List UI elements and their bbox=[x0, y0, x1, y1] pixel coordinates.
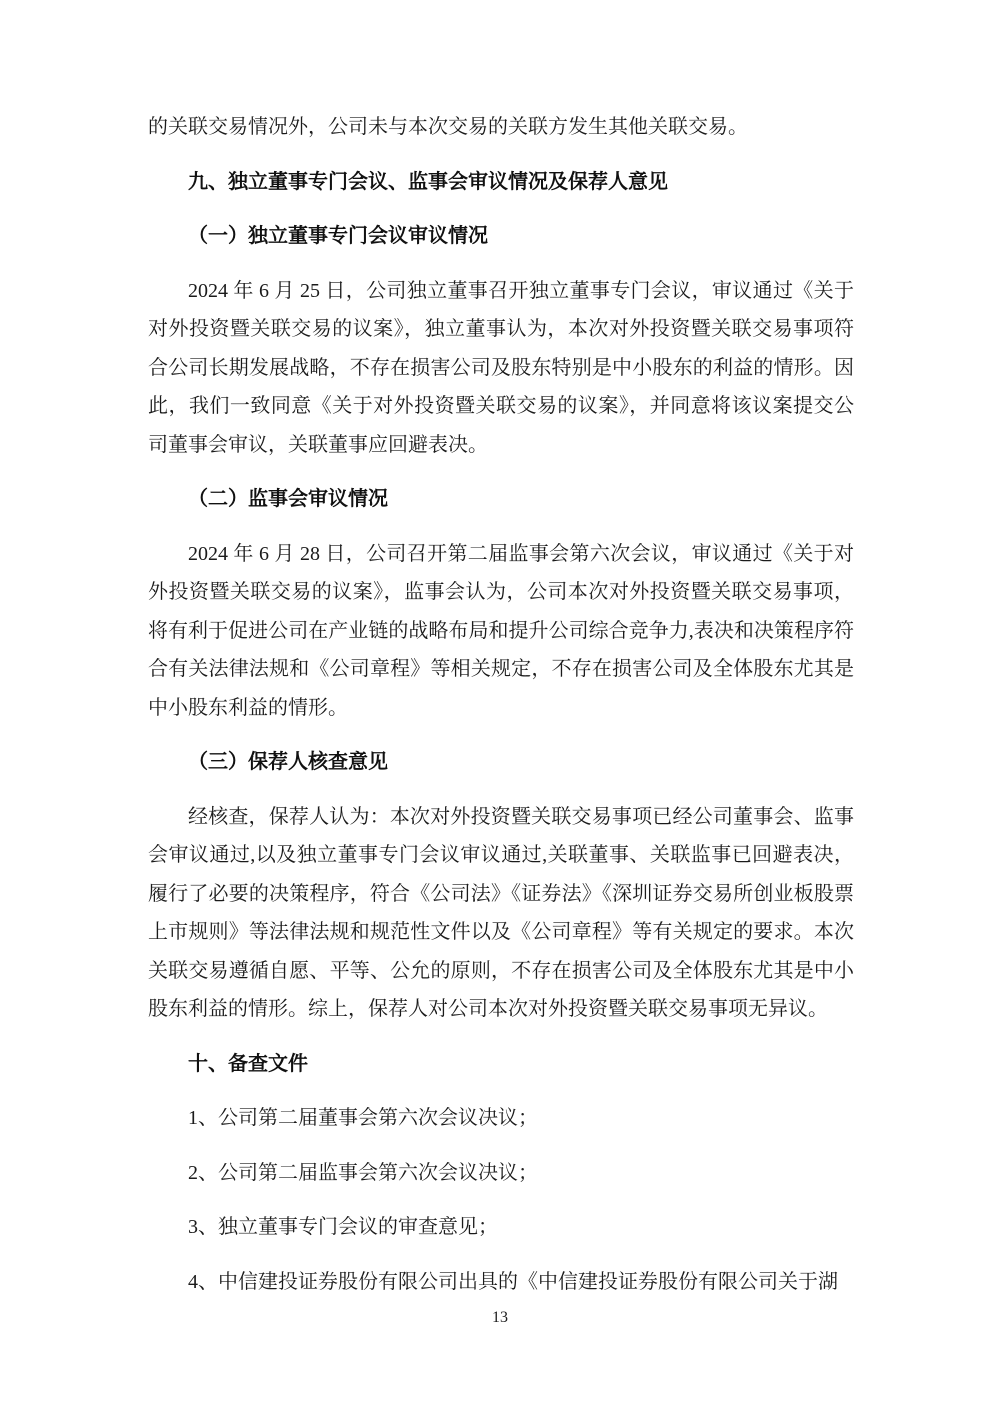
section-9-3-heading: （三）保荐人核查意见 bbox=[188, 751, 388, 773]
section-9-1-heading: （一）独立董事专门会议审议情况 bbox=[188, 225, 488, 247]
document-list-item: 1、公司第二届董事会第六次会议决议； bbox=[188, 1107, 538, 1129]
page-content bbox=[148, 108, 854, 1301]
section-9-heading: 九、独立董事专门会议、监事会审议情况及保荐人意见 bbox=[188, 170, 668, 193]
document-list-item: 2、公司第二届监事会第六次会议决议； bbox=[188, 1161, 538, 1184]
paragraph-continuation: 的关联交易情况外，公司未与本次交易的关联方发生其他关联交易。 bbox=[148, 116, 748, 138]
section-9-2-paragraph: 2024 年 6 月 28 日，公司召开第二届监事会第六次会议，审议通过《关于对外投资暨关联交易的议案》，监事会认为，公司本次对外投资暨关联交易事项，将有利于促进公司在产业链的战略布局和提升公司综合竞争力,表决和决策程序符合有关法律法规和《公司章程》等相关规定，不存在损害公司及全体股东尤其是中小股东利益的情形。 bbox=[148, 542, 854, 719]
section-9-3-paragraph: 经核查，保荐人认为：本次对外投资暨关联交易事项已经公司董事会、监事会审议通过,以及独立董事专门会议审议通过,关联董事、关联监事已回避表决，履行了必要的决策程序，符合《公司法》《证券法》《深圳证券交易所创业板股票上市规则》等法律法规和规范性文件以及《公司章程》等有关规定的要求。本次关联交易遵循自愿、平等、公允的原则，不存在损害公司及全体股东尤其是中小股东利益的情形。综上，保荐人对公司本次对外投资暨关联交易事项无异议。 bbox=[148, 805, 854, 1020]
section-9-1-paragraph: 2024 年 6 月 25 日，公司独立董事召开独立董事专门会议，审议通过《关于对外投资暨关联交易的议案》，独立董事认为，本次对外投资暨关联交易事项符合公司长期发展战略，不存在损害公司及股东特别是中小股东的利益的情形。因此，我们一致同意《关于对外投资暨关联交易的议案》，并同意将该议案提交公司董事会审议，关联董事应回避表决。 bbox=[148, 279, 854, 456]
document-list-item: 4、中信建投证券股份有限公司出具的《中信建投证券股份有限公司关于湖 bbox=[188, 1270, 838, 1293]
section-10-heading: 十、备查文件 bbox=[188, 1052, 308, 1075]
section-9-2-heading: （二）监事会审议情况 bbox=[188, 488, 388, 510]
document-list-item: 3、独立董事专门会议的审查意见； bbox=[188, 1216, 498, 1238]
page-number: 13 bbox=[492, 1309, 508, 1326]
